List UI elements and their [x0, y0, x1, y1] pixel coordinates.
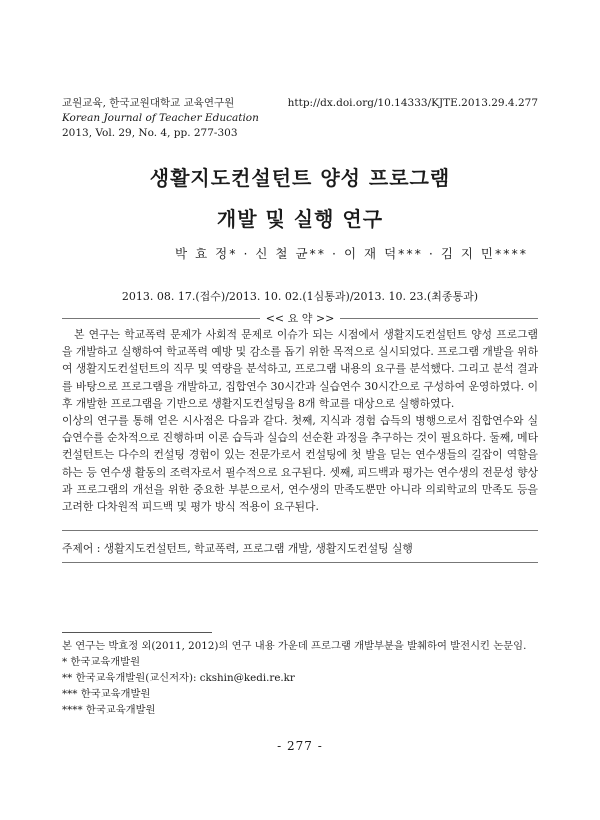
footnote-author-2: ** 한국교육개발원(교신저자): ckshin@kedi.re.kr — [62, 672, 295, 684]
author-list: 박 효 정* · 신 철 균** · 이 재 덕*** · 김 지 민**** — [175, 246, 528, 261]
footnote-funding: 본 연구는 박효정 외(2011, 2012)의 연구 내용 가운데 프로그램 개발부분을 발췌하여 발전시킨 논문임. — [62, 640, 527, 652]
abstract-paragraph-1: 본 연구는 학교폭력 문제가 사회적 문제로 이슈가 되는 시점에서 생활지도컨설턴트 양성 프로그램을 개발하고 실행하여 학교폭력 예방 및 감소를 돕기 위한 목적으로 실시되었다. 프로그램 개발을 위하여 생활지도컨설턴트의 직무 및 역량을 분석하고, 프로그램 내용의 요구를 분석했다. 그리고 분석 결과를 바탕으로 프로그램을 개발하고, 집합연수 30시간과 실습연수 30시간으로 구성하여 운영하였다. 이후 개발한 프로그램을 기반으로 생활지도컨설팅을 8개 학교를 대상으로 실행하였다. — [62, 328, 538, 410]
publisher-text: 교원교육, 한국교원대학교 교육연구원 — [62, 97, 235, 109]
footnote-author-4: **** 한국교육개발원 — [62, 704, 156, 716]
volume-info: 2013, Vol. 29, No. 4, pp. 277-303 — [62, 127, 238, 139]
journal-name-en: Korean Journal of Teacher Education — [62, 112, 259, 124]
paper-title-line1: 생활지도컨설턴트 양성 프로그램 — [149, 166, 451, 190]
submission-dates: 2013. 08. 17.(접수)/2013. 10. 02.(1심통과)/2013. 10. 23.(최종통과) — [121, 290, 479, 303]
footnote-author-1: * 한국교육개발원 — [62, 656, 141, 668]
keywords: 주제어 : 생활지도컨설턴트, 학교폭력, 프로그램 개발, 생활지도컨설팅 실행 — [62, 542, 413, 555]
journal-header — [62, 96, 259, 141]
abstract-paragraph-2: 이상의 연구를 통해 얻은 시사점은 다음과 같다. 첫째, 지식과 경험 습득의 병행으로서 집합연수와 실습연수를 순차적으로 진행하며 이론 습득과 실습의 선순환 과정을 추구하는 것이 필요하다. 둘째, 메타컨설턴트는 다수의 컨설팅 경험이 있는 전문가로서 컨설팅에 첫 발을 딛는 연수생들의 길잡이 역할을 하는 등 연수생 활동의 조력자로서 필수적으로 요구된다. 셋째, 피드백과 평가는 연수생의 전문성 향상과 프로그램의 개선을 위한 중요한 부분으로서, 연수생의 만족도뿐만 아니라 의뢰학교의 만족도 등을 고려한 다차원적 피드백 및 평가 방식 적용이 요구된다. — [62, 414, 538, 514]
abstract-label — [0, 310, 600, 326]
abstract-label-text: << 요 약 >> — [260, 312, 341, 325]
footnote-author-3: *** 한국교육개발원 — [62, 688, 151, 700]
footnotes — [62, 638, 526, 718]
page-number: - 277 - — [277, 739, 323, 753]
abstract-bottom-rule — [62, 530, 538, 531]
paper-title-line2: 개발 및 실행 연구 — [216, 207, 384, 231]
keywords-bottom-rule — [62, 562, 538, 563]
footnote-rule — [62, 632, 212, 633]
doi-link[interactable]: http://dx.doi.org/10.14333/KJTE.2013.29.4.277 — [287, 97, 538, 109]
abstract-body — [62, 326, 538, 515]
